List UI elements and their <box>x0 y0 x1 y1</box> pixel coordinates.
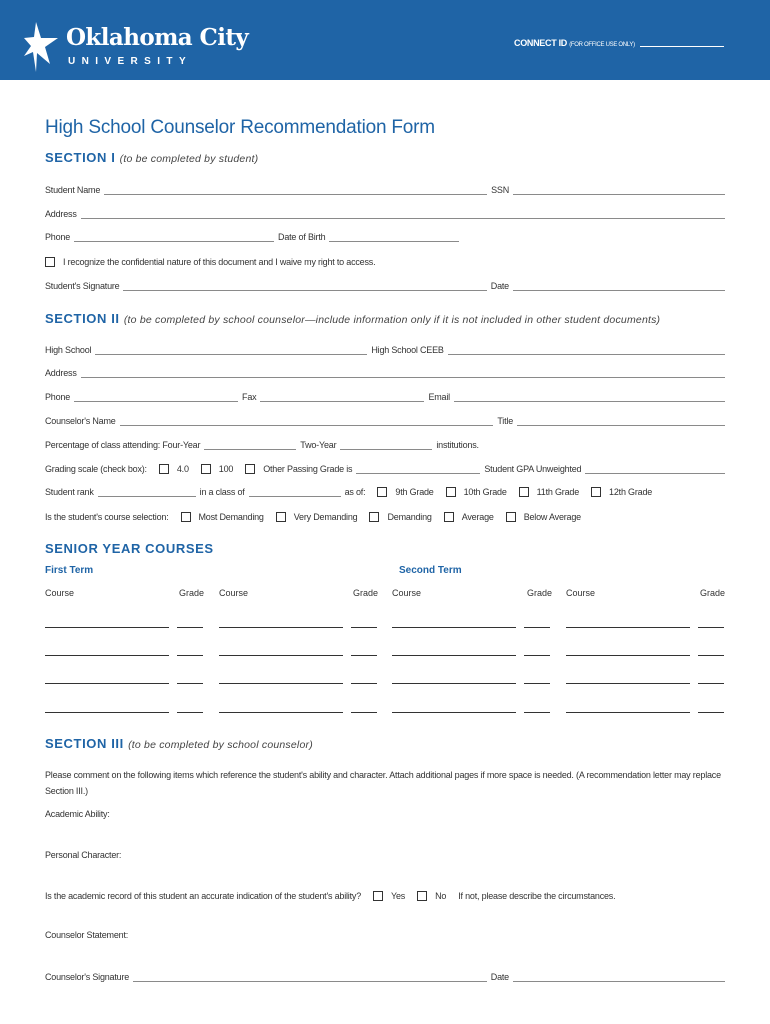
accuracy-row <box>45 888 725 902</box>
gpa-field[interactable] <box>585 463 725 474</box>
yes-label: Yes <box>391 891 406 901</box>
high-school-row <box>45 342 725 356</box>
below-average-label: Below Average <box>523 512 581 522</box>
other-grade-field[interactable] <box>356 463 480 474</box>
course-4-line-row-3[interactable] <box>566 683 690 684</box>
grade-1-line-row-1[interactable] <box>177 627 203 628</box>
accuracy-question: Is the academic record of this student an accurate indication of the student's ability? <box>45 891 362 901</box>
school-address-field[interactable] <box>81 367 725 378</box>
grade-other-checkbox[interactable] <box>245 464 255 474</box>
email-label: Email <box>428 392 450 402</box>
class-of-label: in a class of <box>199 487 245 497</box>
counselor-name-label: Counselor's Name <box>45 416 116 426</box>
grade-9-checkbox[interactable] <box>377 487 387 497</box>
rank-row <box>45 484 725 498</box>
course-1-line-row-4[interactable] <box>45 712 169 713</box>
selection-label: Is the student's course selection: <box>45 512 169 522</box>
school-phone-field[interactable] <box>74 391 238 402</box>
title-label: Title <box>497 416 513 426</box>
logo-subtitle: UNIVERSITY <box>68 56 193 67</box>
most-demanding-label: Most Demanding <box>198 512 264 522</box>
counselor-statement-label: Counselor Statement: <box>45 930 129 940</box>
title-field[interactable] <box>517 415 725 426</box>
counselor-signature-field[interactable] <box>133 971 487 982</box>
four-year-field[interactable] <box>204 439 296 450</box>
section-2-title: SECTION II <box>45 311 120 326</box>
student-name-row <box>45 182 725 196</box>
waiver-label: I recognize the confidential nature of this document and I waive my right to access. <box>63 257 376 267</box>
very-demanding-checkbox[interactable] <box>276 512 286 522</box>
course-1-line-row-1[interactable] <box>45 627 169 628</box>
school-address-row <box>45 365 725 379</box>
demanding-label: Demanding <box>387 512 432 522</box>
course-4-line-row-2[interactable] <box>566 655 690 656</box>
very-demanding-label: Very Demanding <box>293 512 358 522</box>
high-school-label: High School <box>45 345 92 355</box>
grade-4-label: 4.0 <box>176 464 189 474</box>
grade-100-label: 100 <box>218 464 234 474</box>
selection-row <box>45 509 725 523</box>
course-3-line-row-3[interactable] <box>392 683 516 684</box>
if-not-label: If not, please describe the circumstances. <box>458 891 616 901</box>
address-field[interactable] <box>81 208 725 219</box>
section-3-heading <box>45 736 313 751</box>
counselor-date-field[interactable] <box>513 971 725 982</box>
email-field[interactable] <box>454 391 725 402</box>
student-phone-row <box>45 229 725 243</box>
most-demanding-checkbox[interactable] <box>181 512 191 522</box>
course-2-line-row-1[interactable] <box>219 627 343 628</box>
student-date-field[interactable] <box>513 280 725 291</box>
fax-field[interactable] <box>260 391 424 402</box>
rank-label: Student rank <box>45 487 94 497</box>
grade-header-2: Grade <box>353 588 379 598</box>
section-1-title: SECTION I <box>45 150 116 165</box>
no-checkbox[interactable] <box>417 891 427 901</box>
phone-label: Phone <box>45 232 71 242</box>
course-1-line-row-2[interactable] <box>45 655 169 656</box>
course-2-line-row-2[interactable] <box>219 655 343 656</box>
below-average-checkbox[interactable] <box>506 512 516 522</box>
grade-11-checkbox[interactable] <box>519 487 529 497</box>
waiver-checkbox[interactable] <box>45 257 55 267</box>
student-signature-field[interactable] <box>123 280 486 291</box>
student-name-label: Student Name <box>45 185 101 195</box>
counselor-signature-label: Counselor's Signature <box>45 972 130 982</box>
contact-row <box>45 389 725 403</box>
grade-11-label: 11th Grade <box>536 487 580 497</box>
class-size-field[interactable] <box>249 486 341 497</box>
course-2-line-row-4[interactable] <box>219 712 343 713</box>
grade-header-3: Grade <box>527 588 553 598</box>
star-logo-icon <box>22 20 62 72</box>
student-date-label: Date <box>490 281 509 291</box>
institutions-label: institutions. <box>436 440 479 450</box>
gpa-label: Student GPA Unweighted <box>484 464 582 474</box>
percentage-row <box>45 437 725 451</box>
grade-1-line-row-2[interactable] <box>177 655 203 656</box>
grade-other-label: Other Passing Grade is <box>263 464 353 474</box>
grade-4-checkbox[interactable] <box>159 464 169 474</box>
grade-12-label: 12th Grade <box>609 487 653 497</box>
address-label: Address <box>45 209 77 219</box>
grade-4-line-row-3[interactable] <box>698 683 724 684</box>
counselor-row <box>45 413 725 427</box>
fax-label: Fax <box>242 392 257 402</box>
four-year-label: Percentage of class attending: Four-Year <box>45 440 201 450</box>
section-3-note: (to be completed by school counselor) <box>128 739 313 751</box>
as-of-label: as of: <box>344 487 366 497</box>
ceeb-field[interactable] <box>448 344 725 355</box>
grade-3-line-row-2[interactable] <box>524 655 550 656</box>
section-3-title: SECTION III <box>45 736 124 751</box>
counselor-signature-row <box>45 969 725 983</box>
connect-id-note: (FOR OFFICE USE ONLY) <box>569 42 635 48</box>
dob-field[interactable] <box>329 231 459 242</box>
course-4-line-row-4[interactable] <box>566 712 690 713</box>
grade-4-line-row-2[interactable] <box>698 655 724 656</box>
first-term-label: First Term <box>45 565 94 576</box>
course-header-4: Course <box>566 588 596 598</box>
two-year-label: Two-Year <box>300 440 337 450</box>
connect-id-label: CONNECT ID <box>514 38 567 48</box>
student-address-row <box>45 206 725 220</box>
ceeb-label: High School CEEB <box>371 345 444 355</box>
course-4-line-row-1[interactable] <box>566 627 690 628</box>
grade-2-line-row-2[interactable] <box>351 655 377 656</box>
grade-header-4: Grade <box>700 588 726 598</box>
two-year-field[interactable] <box>340 439 432 450</box>
course-header-3: Course <box>392 588 422 598</box>
course-3-line-row-2[interactable] <box>392 655 516 656</box>
section-1-note: (to be completed by student) <box>119 153 259 165</box>
grade-10-label: 10th Grade <box>463 487 507 497</box>
student-signature-label: Student's Signature <box>45 281 120 291</box>
grade-10-checkbox[interactable] <box>446 487 456 497</box>
ssn-field[interactable] <box>513 184 725 195</box>
demanding-checkbox[interactable] <box>369 512 379 522</box>
connect-id-field[interactable] <box>640 46 724 47</box>
counselor-date-label: Date <box>490 972 509 982</box>
grade-2-line-row-3[interactable] <box>351 683 377 684</box>
school-address-label: Address <box>45 368 77 378</box>
section-2-heading <box>45 311 660 326</box>
yes-checkbox[interactable] <box>373 891 383 901</box>
dob-label: Date of Birth <box>278 232 326 242</box>
grading-label: Grading scale (check box): <box>45 464 147 474</box>
connect-id <box>514 38 724 48</box>
school-phone-label: Phone <box>45 392 71 402</box>
course-2-line-row-3[interactable] <box>219 683 343 684</box>
student-signature-row <box>45 278 725 292</box>
second-term-label: Second Term <box>399 565 462 576</box>
logo-name: Oklahoma City <box>66 24 249 51</box>
personal-character-label: Personal Character: <box>45 850 122 860</box>
counselor-name-field[interactable] <box>120 415 494 426</box>
grade-4-line-row-4[interactable] <box>698 712 724 713</box>
grade-2-line-row-4[interactable] <box>351 712 377 713</box>
no-label: No <box>435 891 447 901</box>
grade-1-line-row-4[interactable] <box>177 712 203 713</box>
section-1-heading <box>45 150 258 165</box>
header-bar <box>0 0 770 80</box>
student-name-field[interactable] <box>104 184 487 195</box>
grade-1-line-row-3[interactable] <box>177 683 203 684</box>
phone-field[interactable] <box>74 231 274 242</box>
waiver-row <box>45 254 725 268</box>
average-checkbox[interactable] <box>444 512 454 522</box>
form-title: High School Counselor Recommendation Form <box>45 117 435 138</box>
course-1-line-row-3[interactable] <box>45 683 169 684</box>
grade-2-line-row-1[interactable] <box>351 627 377 628</box>
ssn-label: SSN <box>491 185 509 195</box>
grade-header-1: Grade <box>179 588 205 598</box>
grade-9-label: 9th Grade <box>395 487 434 497</box>
course-header-2: Course <box>219 588 249 598</box>
grade-100-checkbox[interactable] <box>201 464 211 474</box>
average-label: Average <box>461 512 494 522</box>
section-2-note: (to be completed by school counselor—include information only if it is not included in other student documents) <box>123 314 661 326</box>
grade-3-line-row-3[interactable] <box>524 683 550 684</box>
grade-4-line-row-1[interactable] <box>698 627 724 628</box>
senior-courses-heading: SENIOR YEAR COURSES <box>45 541 214 556</box>
academic-ability-label: Academic Ability: <box>45 809 110 819</box>
section-3-intro: Please comment on the following items which reference the student's ability and character. Attach additional pages if more space is needed. (A recommendation letter may replace Section III.) <box>45 770 721 796</box>
course-3-line-row-4[interactable] <box>392 712 516 713</box>
grading-row <box>45 461 725 475</box>
course-header-1: Course <box>45 588 75 598</box>
grade-3-line-row-1[interactable] <box>524 627 550 628</box>
rank-field[interactable] <box>98 486 196 497</box>
high-school-field[interactable] <box>95 344 367 355</box>
grade-12-checkbox[interactable] <box>591 487 601 497</box>
grade-3-line-row-4[interactable] <box>524 712 550 713</box>
course-3-line-row-1[interactable] <box>392 627 516 628</box>
